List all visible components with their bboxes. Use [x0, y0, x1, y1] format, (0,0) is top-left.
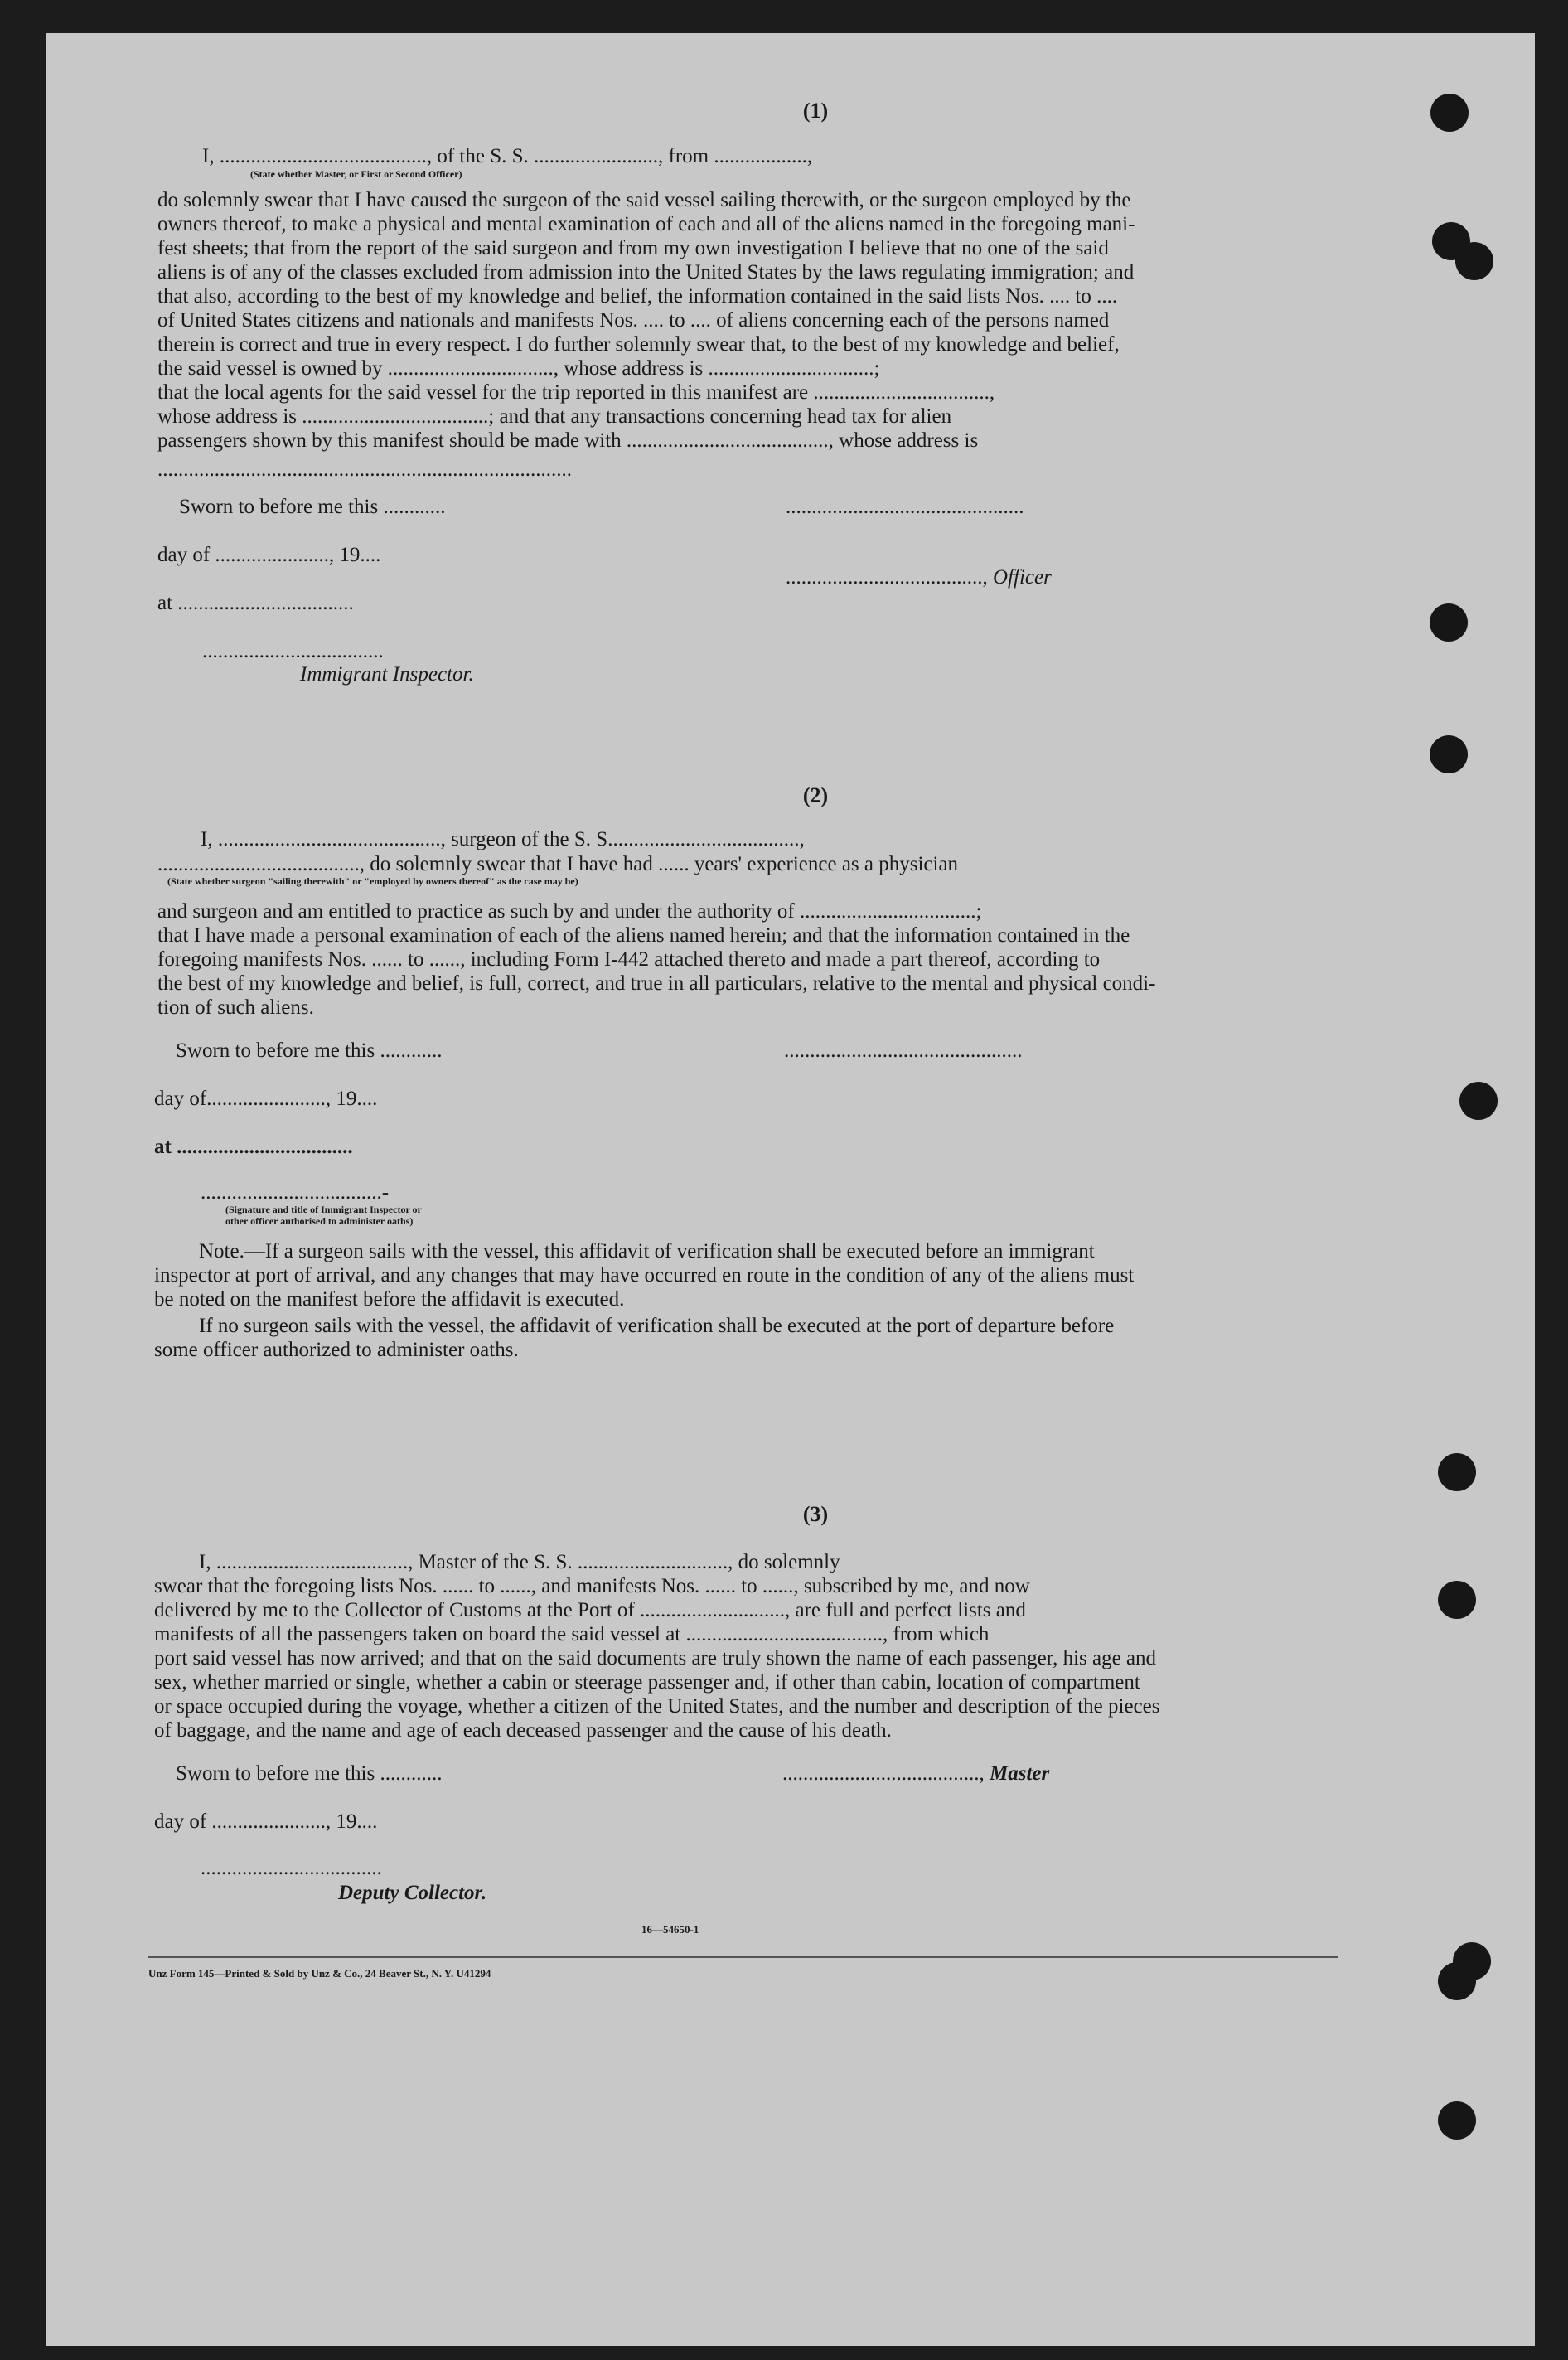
section-3-body-line: sex, whether married or single, whether a cabin or steerage passenger and, if other than cabin, location of compartment [154, 1671, 1140, 1694]
section-2-body-line: that I have made a personal examination of each of the aliens named herein; and that the information contained in the [157, 924, 1130, 947]
section-2-line-1-text: I, ..........................................., surgeon of the S. S....................................., [201, 828, 805, 850]
section-3-body-line: port said vessel has now arrived; and that on the said documents are truly shown the name of each passenger, his age and [154, 1647, 1157, 1669]
section-2-number: (2) [802, 783, 829, 807]
section-3-master-label: Master [990, 1762, 1050, 1785]
section-1-line-1 [157, 144, 1357, 168]
section-3-collector-dots: ................................... [201, 1857, 382, 1879]
note2-text: If no surgeon sails with the vessel, the affidavit of verification shall be executed at the port of departure before [199, 1315, 1115, 1337]
section-3-line-1-text: I, ....................................., Master of the S. S. ............................., do solemnly [199, 1551, 840, 1573]
section-2-body-line: and surgeon and am entitled to practice as such by and under the authority of ..................................; [157, 900, 982, 923]
section-2-signature-line: ...................................- [201, 1181, 390, 1204]
section-1-officer-label: Officer [993, 566, 1052, 589]
section-1-number: (1) [802, 99, 829, 123]
section-1-body-line: fest sheets; that from the report of the said surgeon and from my own investigation I believe that no one of the said [157, 237, 1109, 259]
binder-hole-icon [1430, 603, 1468, 642]
section-1-body-line: ................................................................................ [157, 458, 572, 481]
section-1-sworn: Sworn to before me this ............ [179, 496, 446, 518]
section-3-collector-label: Deputy Collector. [338, 1882, 487, 1904]
section-1-inspector-label: Immigrant Inspector. [300, 663, 474, 686]
section-1-body-line: passengers shown by this manifest should be made with ......................................., whose address is [157, 429, 979, 452]
note-text: —If a surgeon sails with the vessel, this affidavit of verification shall be executed before an immigrant [244, 1240, 1095, 1262]
section-1-body-line: the said vessel is owned by ................................, whose address is ................................; [157, 357, 880, 380]
section-2-state-note: (State whether surgeon "sailing therewith" or "employed by owners thereof" as the case may be) [167, 875, 578, 887]
section-1-body-line: that the local agents for the said vessel for the trip reported in this manifest are .................................., [157, 381, 995, 404]
section-3-body-line: or space occupied during the voyage, whether a citizen of the United States, and the number and description of the pieces [154, 1695, 1160, 1718]
section-1-at: at .................................. [157, 592, 354, 614]
binder-hole-icon [1438, 1453, 1476, 1491]
section-3-day-of: day of ......................, 19.... [154, 1810, 378, 1833]
binder-hole-icon [1438, 1962, 1476, 2000]
form-code: 16—54650-1 [641, 1923, 699, 1936]
section-1-officer-line [786, 566, 1052, 589]
section-3-body-line: of baggage, and the name and age of each deceased passenger and the cause of his death. [154, 1719, 892, 1742]
section-3-number: (3) [802, 1502, 829, 1526]
section-3-body-line: swear that the foregoing lists Nos. ...... to ......, and manifests Nos. ...... to ......, subscribed by me, and now [154, 1575, 1030, 1597]
manifest-back-page [46, 33, 1535, 2346]
section-2-note-line: inspector at port of arrival, and any changes that may have occurred en route in the condition of any of the aliens must [154, 1264, 1135, 1287]
section-2-signature-note-1: (Signature and title of Immigrant Inspector or [225, 1204, 422, 1215]
section-1-signature-dots: .............................................. [786, 496, 1024, 518]
section-2-line-2: ......................................., do solemnly swear that I have had ...... years' experience as a physician [157, 853, 959, 875]
binder-hole-icon [1430, 735, 1468, 773]
section-2-signature-note-2: other officer authorised to administer oaths) [225, 1215, 414, 1227]
section-1-day-of: day of ......................, 19.... [157, 544, 381, 566]
binder-hole-icon [1459, 1082, 1498, 1120]
section-3-master-line [782, 1762, 1049, 1786]
section-2-note-line: be noted on the manifest before the affidavit is executed. [154, 1288, 625, 1311]
section-2-at: at .................................. [154, 1136, 353, 1158]
printer-footer: Unz Form 145—Printed & Sold by Unz & Co., 24 Beaver St., N. Y. U41294 [148, 1967, 491, 1980]
section-2-body-line: tion of such aliens. [157, 996, 314, 1019]
section-1-state-note: (State whether Master, or First or Second Officer) [250, 168, 462, 180]
section-2-body-line: the best of my knowledge and belief, is full, correct, and true in all particulars, relative to the mental and physical condi- [157, 972, 1156, 995]
section-2-signature-dots: .............................................. [784, 1039, 1023, 1062]
section-1-body-line: that also, according to the best of my knowledge and belief, the information contained in the said lists Nos. .... to .... [157, 285, 1118, 308]
note-label: Note. [199, 1240, 244, 1262]
section-3-master-dots: ......................................, [782, 1762, 990, 1785]
binder-hole-icon [1455, 242, 1493, 280]
section-1-officer-dots: ......................................, [786, 566, 993, 589]
section-1-inspector-dots: ................................... [202, 640, 384, 662]
section-1-body-line: owners thereof, to make a physical and mental examination of each and all of the aliens named in the foregoing mani- [157, 213, 1135, 235]
section-3-body-line: manifests of all the passengers taken on board the said vessel at ......................................, from which [154, 1623, 990, 1645]
section-1-line-1-text: I, ........................................, of the S. S. ........................, from .................., [202, 145, 813, 167]
section-2-note2-line: some officer authorized to administer oaths. [154, 1339, 519, 1361]
section-3-body-line: delivered by me to the Collector of Customs at the Port of ............................, are full and perfect lists and [154, 1599, 1026, 1621]
section-3-sworn: Sworn to before me this ............ [176, 1762, 443, 1785]
binder-hole-icon [1438, 2101, 1476, 2140]
section-2-note-line [154, 1239, 1354, 1263]
section-2-note2-line [154, 1314, 1354, 1338]
binder-hole-icon [1438, 1581, 1476, 1619]
section-1-body-line: do solemnly swear that I have caused the surgeon of the said vessel sailing therewith, or the surgeon employed by the [157, 189, 1131, 211]
section-2-sworn: Sworn to before me this ............ [176, 1039, 443, 1062]
section-1-body-line: therein is correct and true in every respect. I do further solemnly swear that, to the best of my knowledge and belief, [157, 333, 1120, 356]
section-2-line-1 [157, 827, 1357, 851]
section-1-body-line: of United States citizens and nationals and manifests Nos. .... to .... of aliens concerning each of the persons named [157, 309, 1110, 332]
footer-rule [148, 1956, 1338, 1958]
section-2-day-of: day of......................., 19.... [154, 1088, 378, 1110]
section-3-body-line [154, 1550, 1354, 1574]
section-2-body-line: foregoing manifests Nos. ...... to ......, including Form I-442 attached thereto and made a part thereof, according to [157, 948, 1101, 971]
section-1-body-line: aliens is of any of the classes excluded from admission into the United States by the laws regulating immigration; and [157, 261, 1135, 283]
section-1-body-line: whose address is ....................................; and that any transactions concerning head tax for alien [157, 405, 952, 428]
